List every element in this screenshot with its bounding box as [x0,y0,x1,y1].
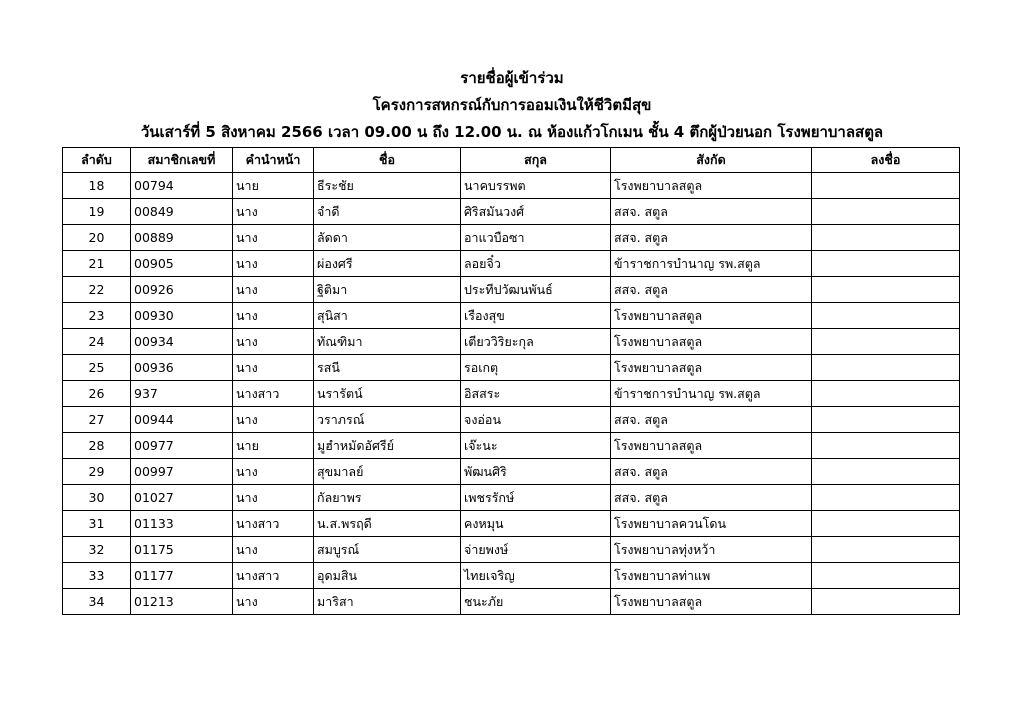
last-name-cell: ประทีปวัฒนพันธ์ [461,277,611,303]
affiliation-cell: สสจ. สตูล [611,225,812,251]
column-header-first-name: ชื่อ [314,148,461,173]
last-name-cell: จ่ายพงษ์ [461,537,611,563]
table-row [63,459,960,485]
member-no-cell: 01027 [131,485,233,511]
order-cell: 21 [63,251,131,277]
prefix-cell: นาง [233,407,314,433]
first-name-cell: สุขมาลย์ [314,459,461,485]
order-cell: 29 [63,459,131,485]
first-name-cell: ฐิติมา [314,277,461,303]
member-no-cell: 00944 [131,407,233,433]
prefix-cell: นางสาว [233,511,314,537]
table-row [63,381,960,407]
table-row [63,251,960,277]
affiliation-cell: โรงพยาบาลท่าแพ [611,563,812,589]
member-no-cell: 00926 [131,277,233,303]
last-name-cell: พัฒนศิริ [461,459,611,485]
table-row [63,225,960,251]
affiliation-cell: สสจ. สตูล [611,485,812,511]
column-header-last-name: สกุล [461,148,611,173]
affiliation-cell: สสจ. สตูล [611,459,812,485]
last-name-cell: นาคบรรพต [461,173,611,199]
order-cell: 33 [63,563,131,589]
last-name-cell: เพชรรักษ์ [461,485,611,511]
attendee-table [62,147,960,615]
signature-cell [812,277,960,303]
prefix-cell: นาง [233,225,314,251]
signature-cell [812,173,960,199]
signature-cell [812,511,960,537]
order-cell: 20 [63,225,131,251]
last-name-cell: เรืองสุข [461,303,611,329]
order-cell: 23 [63,303,131,329]
member-no-cell: 937 [131,381,233,407]
affiliation-cell: โรงพยาบาลสตูล [611,433,812,459]
affiliation-cell: โรงพยาบาลสตูล [611,589,812,615]
first-name-cell: อุดมสิน [314,563,461,589]
table-row [63,589,960,615]
column-header-affiliation: สังกัด [611,148,812,173]
table-row [63,277,960,303]
affiliation-cell: โรงพยาบาลสตูล [611,329,812,355]
first-name-cell: น.ส.พรฤดี [314,511,461,537]
affiliation-cell: สสจ. สตูล [611,277,812,303]
prefix-cell: นาย [233,173,314,199]
first-name-cell: รสนี [314,355,461,381]
order-cell: 24 [63,329,131,355]
signature-cell [812,251,960,277]
signature-cell [812,407,960,433]
first-name-cell: มูฮำหมัดอัศรีย์ [314,433,461,459]
table-row [63,563,960,589]
last-name-cell: ไทยเจริญ [461,563,611,589]
affiliation-cell: ข้าราชการบำนาญ รพ.สตูล [611,381,812,407]
first-name-cell: ลัดดา [314,225,461,251]
signature-cell [812,303,960,329]
signature-cell [812,381,960,407]
last-name-cell: จงอ่อน [461,407,611,433]
signature-cell [812,329,960,355]
affiliation-cell: สสจ. สตูล [611,407,812,433]
prefix-cell: นางสาว [233,381,314,407]
first-name-cell: มาริสา [314,589,461,615]
last-name-cell: เจ๊ะนะ [461,433,611,459]
order-cell: 32 [63,537,131,563]
first-name-cell: ผ่องศรี [314,251,461,277]
last-name-cell: ศิริสมันวงศ์ [461,199,611,225]
signature-cell [812,563,960,589]
table-row [63,407,960,433]
affiliation-cell: โรงพยาบาลสตูล [611,303,812,329]
table-row [63,199,960,225]
member-no-cell: 00997 [131,459,233,485]
document-title: รายชื่อผู้เข้าร่วม [460,69,564,87]
signature-cell [812,589,960,615]
order-cell: 30 [63,485,131,511]
column-header-prefix: คำนำหน้า [233,148,314,173]
column-header-order: ลำดับ [63,148,131,173]
member-no-cell: 00930 [131,303,233,329]
signature-cell [812,355,960,381]
prefix-cell: นาง [233,277,314,303]
order-cell: 27 [63,407,131,433]
order-cell: 34 [63,589,131,615]
affiliation-cell: โรงพยาบาลสตูล [611,355,812,381]
prefix-cell: นาง [233,251,314,277]
prefix-cell: นาง [233,459,314,485]
member-no-cell: 01175 [131,537,233,563]
first-name-cell: วราภรณ์ [314,407,461,433]
order-cell: 19 [63,199,131,225]
member-no-cell: 00977 [131,433,233,459]
signature-cell [812,199,960,225]
affiliation-cell: โรงพยาบาลทุ่งหว้า [611,537,812,563]
first-name-cell: กัลยาพร [314,485,461,511]
first-name-cell: สมบูรณ์ [314,537,461,563]
first-name-cell: ธีระชัย [314,173,461,199]
affiliation-cell: สสจ. สตูล [611,199,812,225]
member-no-cell: 00889 [131,225,233,251]
prefix-cell: นาง [233,355,314,381]
order-cell: 28 [63,433,131,459]
affiliation-cell: ข้าราชการบำนาญ รพ.สตูล [611,251,812,277]
member-no-cell: 00849 [131,199,233,225]
last-name-cell: ชนะภัย [461,589,611,615]
signature-cell [812,537,960,563]
table-row [63,433,960,459]
table-row [63,537,960,563]
prefix-cell: นาง [233,303,314,329]
table-row [63,355,960,381]
prefix-cell: นาย [233,433,314,459]
prefix-cell: นาง [233,199,314,225]
table-row [63,329,960,355]
signature-cell [812,485,960,511]
last-name-cell: รอเกตุ [461,355,611,381]
table-row [63,511,960,537]
prefix-cell: นาง [233,589,314,615]
table-row [63,173,960,199]
prefix-cell: นาง [233,537,314,563]
member-no-cell: 01133 [131,511,233,537]
first-name-cell: สุนิสา [314,303,461,329]
prefix-cell: นาง [233,485,314,511]
last-name-cell: อาแวบือซา [461,225,611,251]
prefix-cell: นางสาว [233,563,314,589]
member-no-cell: 00936 [131,355,233,381]
last-name-cell: ลอยจิ๋ว [461,251,611,277]
column-header-signature: ลงชื่อ [812,148,960,173]
last-name-cell: คงหมุน [461,511,611,537]
member-no-cell: 00905 [131,251,233,277]
table-row [63,303,960,329]
attendee-table-body [63,173,960,615]
first-name-cell: จำดี [314,199,461,225]
prefix-cell: นาง [233,329,314,355]
order-cell: 26 [63,381,131,407]
last-name-cell: เตียววิริยะกุล [461,329,611,355]
member-no-cell: 01213 [131,589,233,615]
project-title: โครงการสหกรณ์กับการออมเงินให้ชีวิตมีสุข [372,96,652,114]
affiliation-cell: โรงพยาบาลควนโดน [611,511,812,537]
first-name-cell: นรารัตน์ [314,381,461,407]
signature-cell [812,225,960,251]
last-name-cell: อิสสระ [461,381,611,407]
signature-cell [812,459,960,485]
order-cell: 31 [63,511,131,537]
affiliation-cell: โรงพยาบาลสตูล [611,173,812,199]
first-name-cell: ทัณฑิมา [314,329,461,355]
order-cell: 25 [63,355,131,381]
event-details: วันเสาร์ที่ 5 สิงหาคม 2566 เวลา 09.00 น ถึง 12.00 น. ณ ห้องแก้วโกเมน ชั้น 4 ตึกผู้ป่วยนอก โรงพยาบาลสตูล [140,123,884,141]
member-no-cell: 00794 [131,173,233,199]
table-row [63,485,960,511]
order-cell: 22 [63,277,131,303]
table-header-row [63,148,960,173]
member-no-cell: 00934 [131,329,233,355]
signature-cell [812,433,960,459]
column-header-member-no: สมาชิกเลขที่ [131,148,233,173]
member-no-cell: 01177 [131,563,233,589]
order-cell: 18 [63,173,131,199]
